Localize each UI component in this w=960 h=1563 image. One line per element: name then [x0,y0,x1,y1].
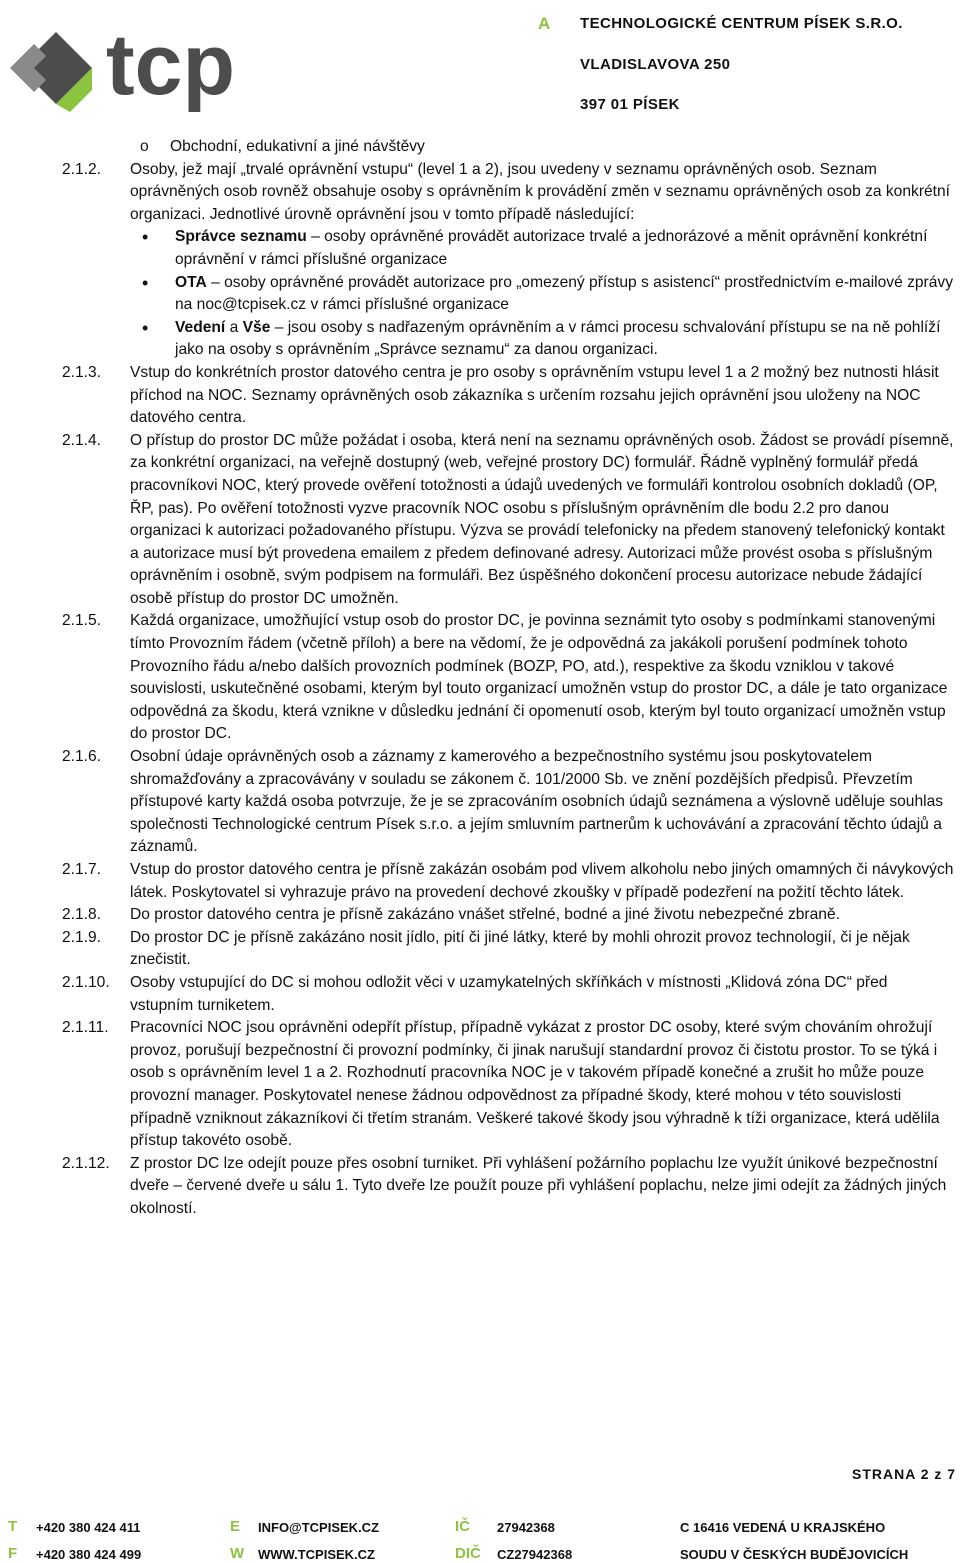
phone-value: +420 380 424 411 [36,1520,141,1535]
section-text: Z prostor DC lze odejít pouze přes osobní turniket. Při vyhlášení požárního poplachu lze využít únikové bezpečnostní dveře – červené dveře u sálu 1. Tyto dveře lze použít pouze při vyhlášení poplachu, nelze jimi odejít za žádných jiných okolností. [130,1154,947,1217]
svg-text:tcp: tcp [106,17,235,113]
section-text: Do prostor DC je přísně zakázáno nosit jídlo, pití či jiné látky, které by mohli ohrozit provoz technologií, či je nějak znečistit. [130,928,910,969]
section-2-1-8 [62,904,954,927]
section-2-1-11 [62,1017,954,1153]
section-2-1-9 [62,927,954,972]
dic-value: CZ27942368 [497,1547,573,1562]
section-text: Do prostor datového centra je přísně zakázáno vnášet střelné, bodné a jiné životu nebezpečné zbraně. [130,906,840,924]
page-header [0,0,960,125]
section-text: Vstup do konkrétních prostor datového centra je pro osoby s oprávněním vstupu level 1 a 2 možný bez nutnosti hlásit příchod na NOC. Seznamy oprávněných osob zákazníka s určením rozsahu jejich oprávnění jsou uloženy na NOC datového centra. [130,363,939,427]
section-text: Osoby vstupující do DC si mohou odložit věci v uzamykatelných skříňkách v místnosti „Klidová zóna DC“ před vstupním turniketem. [130,973,888,1014]
court-registration-line1: C 16416 VEDENÁ U KRAJSKÉHO [680,1520,886,1535]
visit-types-list [0,136,954,159]
section-number: 2.1.10. [62,973,110,991]
email-label: E [230,1518,241,1535]
section-2-1-7 [62,859,954,904]
list-item: • OTA – osoby oprávněné provádět autorizace pro „omezený přístup s asistencí“ prostřednictvím e-mailové zprávy na noc@tcpisek.cz v rámci příslušné organizace [130,272,954,317]
fax-label: F [8,1545,18,1562]
ic-label: IČ [455,1518,470,1535]
fax-value: +420 380 424 499 [36,1547,142,1562]
address-city: 397 01 PÍSEK [580,96,680,113]
section-2-1-6 [62,746,954,859]
section-number: 2.1.2. [62,160,102,178]
page-number: STRANA 2 z 7 [852,1466,957,1482]
address-street: VLADISLAVOVA 250 [580,56,731,73]
section-text: Osobní údaje oprávněných osob a záznamy z kamerového a bezpečnostního systému jsou poskytovatelem shromažďovány a zpracovávány v souladu se zákonem č. 101/2000 Sb. ve znění pozdějších předpisů. Převzetím přístupové karty každá osoba potvrzuje, že je se zpracováním osobních údajů seznámena a výslovně uděluje souhlas společnosti Technologické centrum Písek s.r.o. a jejím smluvním partnerům k uchovávání a zpracování těchto údajů a záznamů. [130,748,944,856]
authorization-levels-list [130,226,954,362]
section-2-1-12 [62,1153,954,1221]
section-number: 2.1.8. [62,906,102,924]
section-text: O přístup do prostor DC může požádat i osoba, která není na seznamu oprávněných osob. Žádost se provádí písemně, za konkrétní organizaci, na veřejně dostupný (web, veřejné prostory DC) formulář. Řádně vyplněný formulář předá pracovníkovi NOC, který provede ověření totožnosti a údajů uvedených ve formuláři kontrolou osobních dokladů (OP, ŘP, pas). Po ověření totožnosti vyzve pracovník NOC osobu s příslušným oprávněním dle bodu 2.2 pro danou organizaci k autorizaci požadovaného přístupu. Výzva se provádí telefonicky na předem stanovený telefonický kontakt a autorizace musí být provedena emailem z předem definované adresy. Autorizaci může provést osoba s příslušným oprávněním i osobně, svým podpisem na formuláři. Bez úspěšného dokončení procesu autorizace nebude žádající osobě přístup do prostor DC umožněn. [130,431,954,607]
web-value[interactable]: WWW.TCPISEK.CZ [258,1547,375,1562]
tcp-logo [8,10,253,120]
section-number: 2.1.4. [62,431,102,449]
ic-value: 27942368 [497,1520,555,1535]
section-2-1-3 [62,362,954,430]
section-number: 2.1.6. [62,748,102,766]
section-number: 2.1.5. [62,612,102,630]
section-text: Vstup do prostor datového centra je přísně zakázán osobám pod vlivem alkoholu nebo jiných omamných či návykových látek. Poskytovatel si vyhrazuje právo na provedení dechové zkoušky v případě podezření na požití těchto látek. [130,861,954,901]
section-text: Každá organizace, umožňující vstup osob do prostor DC, je povinna seznámit tyto osoby s podmínkami stanovenými tímto Provozním řádem (včetně příloh) a bere na vědomí, že je odpovědná za jakákoli porušení podmínek tohoto Provozního řádu a/nebo dalších provozních podmínek (BOZP, PO, atd.), respektive za škodu vzniklou v takové souvislosti, uskutečněné osobami, kterým byl touto organizací umožněn vstup do prostor DC, a dále je tato organizace odpovědná za škodu, která vznikne v důsledku jednání či opomenutí osob, kterým byl touto organizací umožněn vstup do prostor DC. [130,612,948,743]
section-2-1-5 [62,610,954,746]
circle-bullet-icon: o [140,138,149,155]
list-item: o Obchodní, edukativní a jiné návštěvy [170,136,954,159]
section-2-1-10 [62,972,954,1017]
list-item: • Vedení a Vše – jsou osoby s nadřazeným oprávněním a v rámci procesu schvalování přístupu se na ně pohlíží jako na osoby s oprávněním „Správce seznamu“ za danou organizaci. [130,317,954,362]
section-2-1-4 [62,430,954,611]
address-company: TECHNOLOGICKÉ CENTRUM PÍSEK S.R.O. [580,15,903,32]
address-marker: A [538,14,551,33]
section-text: Pracovníci NOC jsou oprávněni odepřít přístup, případně vykázat z prostor DC osoby, které svým chováním ohrožují provoz, porušují bezpečnostní či provozní podmínky, či jinak narušují standardní provoz či čistotu prostor. To se týká i osob s oprávněním level 1 a 2. Rozhodnutí pracovníka NOC je v takovém případě konečné a zrušit ho může pouze provozní manager. Poskytovatel nenese žádnou odpovědnost za případné škody, které mohou v této souvislosti případně vzniknout zákazníkovi či třetím stranám. Veškeré takové škody jsou výhradně k tíži organizace, která udělila přístup takovéto osobě. [130,1019,940,1150]
section-2-1-2 [62,159,954,362]
phone-label: T [8,1518,18,1535]
section-number: 2.1.11. [62,1019,109,1037]
web-label: W [230,1545,245,1562]
section-number: 2.1.12. [62,1154,110,1172]
email-value[interactable]: INFO@TCPISEK.CZ [258,1520,380,1535]
document-body [62,136,954,1221]
section-number: 2.1.9. [62,928,102,946]
section-text: Osoby, jež mají „trvalé oprávnění vstupu“ (level 1 a 2), jsou uvedeny v seznamu oprávněných osob. Seznam oprávněných osob rovněž obsahuje osoby s oprávněním k provádění změn v seznamu oprávněných osob za konkrétní organizaci. Jednotlivé úrovně oprávnění jsou v tomto případě následující: [130,160,951,223]
dic-label: DIČ [455,1545,481,1562]
page-footer [0,1515,960,1563]
list-item: • Správce seznamu – osoby oprávněné provádět autorizace trvalé a jednorázové a měnit oprávnění konkrétní oprávnění v rámci příslušné organizace [130,226,954,271]
section-number: 2.1.7. [62,861,102,878]
section-number: 2.1.3. [62,363,102,381]
court-registration-line2: SOUDU V ČESKÝCH BUDĚJOVICÍCH [680,1547,909,1562]
